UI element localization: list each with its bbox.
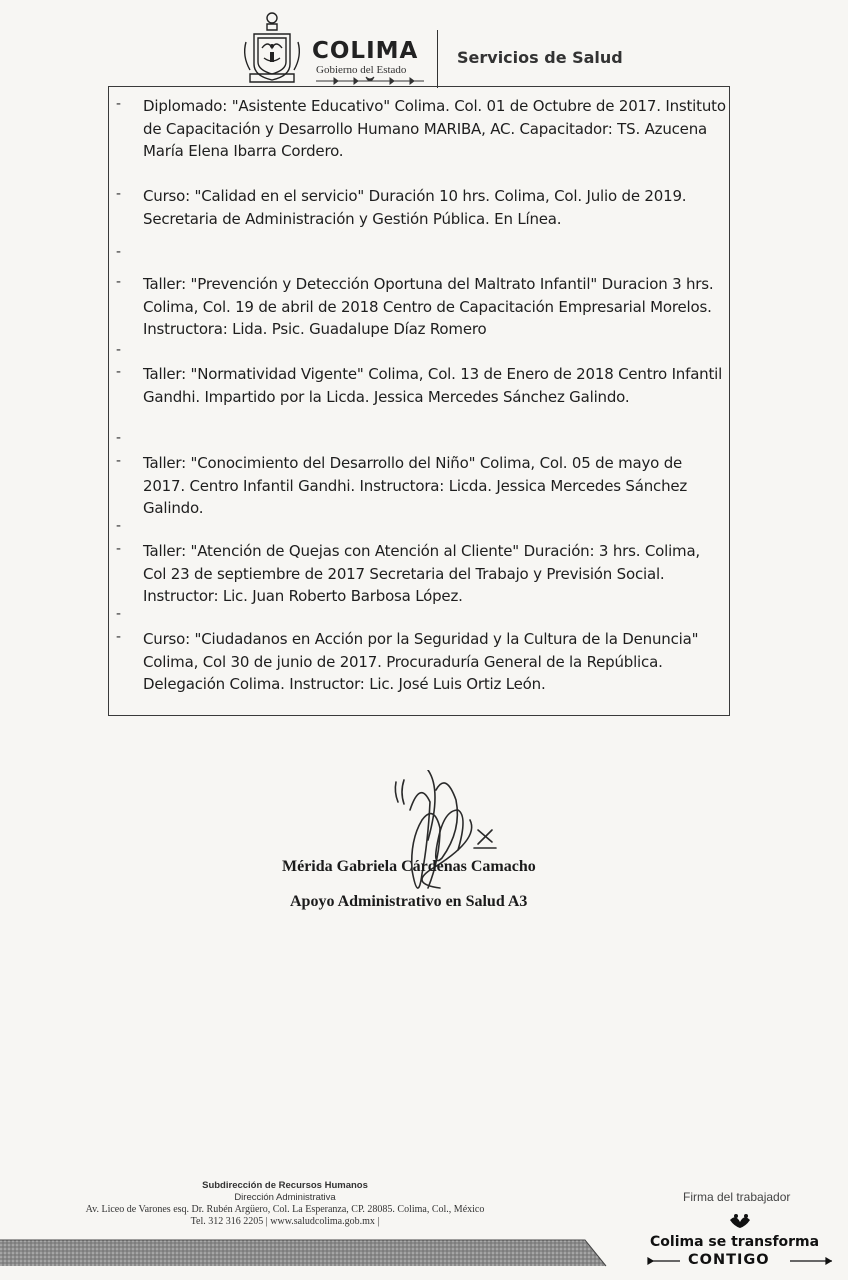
list-dash: - <box>116 628 121 645</box>
brand-name: COLIMA <box>312 38 419 64</box>
list-dash: - <box>116 185 121 202</box>
brand-subtitle: Gobierno del Estado <box>316 64 407 76</box>
footer-division: Dirección Administrativa <box>234 1192 336 1203</box>
list-dash: - <box>116 243 121 260</box>
footer-address: Av. Liceo de Varones esq. Dr. Rubén Argüero, Col. La Esperanza, CP. 28085. Colima, Col., México <box>85 1204 485 1215</box>
service-name: Servicios de Salud <box>457 48 623 67</box>
footer-department: Subdirección de Recursos Humanos <box>202 1180 368 1191</box>
list-dash: - <box>116 605 121 622</box>
list-item-text: Taller: "Prevención y Detección Oportuna del Maltrato Infantil" Duracion 3 hrs. Colima, Col. 19 de abril de 2018 Centro de Capacitación Empresarial Morelos. Instructora: Lida. Psic. Guadalupe Díaz Romero <box>143 275 714 338</box>
footer-decorative-bar <box>0 1236 610 1270</box>
slogan-line2: CONTIGO <box>688 1252 770 1268</box>
letterhead <box>236 8 636 90</box>
slogan-logo <box>644 1212 840 1274</box>
list-item-text: Diplomado: "Asistente Educativo" Colima. Col. 01 de Octubre de 2017. Instituto de Capacitación y Desarrollo Humano MARIBA, AC. Capacitador: TS. Azucena María Elena Ibarra Cordero. <box>143 97 726 160</box>
list-item-text: Curso: "Calidad en el servicio" Duración 10 hrs. Colima, Col. Julio de 2019. Secretaria de Administración y Gestión Pública. En Línea. <box>143 187 687 228</box>
signer-name: Mérida Gabriela Cárdenas Camacho <box>282 858 536 875</box>
list-dash: - <box>116 429 121 446</box>
list-dash: - <box>116 363 121 380</box>
list-dash: - <box>116 452 121 469</box>
header-divider <box>437 30 438 88</box>
footer-address-block <box>40 1180 530 1228</box>
arrow-ornament-icon <box>314 76 426 86</box>
list-dash: - <box>116 517 121 534</box>
signer-role: Apoyo Administrativo en Salud A3 <box>290 893 528 910</box>
list-item-text: Curso: "Ciudadanos en Acción por la Seguridad y la Cultura de la Denuncia" Colima, Col 30 de junio de 2017. Procuraduría General de la República. Delegación Colima. Instructor: Lic. José Luis Ortiz León. <box>143 630 699 693</box>
list-item-text: Taller: "Conocimiento del Desarrollo del Niño" Colima, Col. 05 de mayo de 2017. Centro Infantil Gandhi. Instructora: Licda. Jessica Mercedes Sánchez Galindo. <box>143 454 688 517</box>
state-crest-icon <box>240 8 304 88</box>
slogan-line1: Colima se transforma <box>650 1234 820 1250</box>
courses-box <box>108 86 730 716</box>
list-dash: - <box>116 95 121 112</box>
signature-scribble-icon <box>370 770 530 910</box>
list-item-text: Taller: "Atención de Quejas con Atención al Cliente" Duración: 3 hrs. Colima, Col 23 de septiembre de 2017 Secretaria del Trabajo y Previsión Social. Instructor: Lic. Juan Roberto Barbosa López. <box>143 542 701 605</box>
footer-contact: Tel. 312 316 2205 | www.saludcolima.gob.mx | <box>190 1216 380 1227</box>
list-item-text: Taller: "Normatividad Vigente" Colima, Col. 13 de Enero de 2018 Centro Infantil Gandhi. Impartido por la Licda. Jessica Mercedes Sánchez Galindo. <box>143 365 723 406</box>
list-dash: - <box>116 540 121 557</box>
worker-signature-label: Firma del trabajador <box>683 1190 791 1204</box>
list-dash: - <box>116 273 121 290</box>
list-dash: - <box>116 341 121 358</box>
